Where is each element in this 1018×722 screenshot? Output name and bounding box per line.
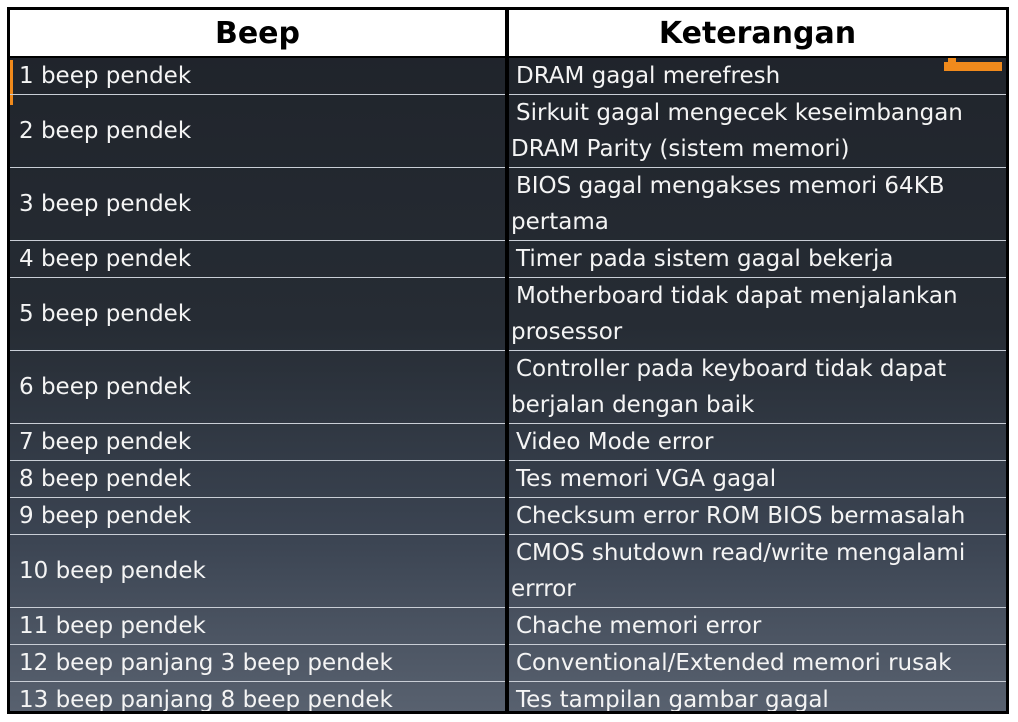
keterangan-line-1: CMOS shutdown read/write mengalami — [516, 540, 966, 566]
beep-pattern-cell: 2 beep pendek — [10, 95, 507, 168]
table-header-row — [10, 10, 1006, 57]
keterangan-line-1: Sirkuit gagal mengecek keseimbangan — [516, 100, 963, 126]
keterangan-cell — [507, 351, 1006, 424]
table-row — [10, 57, 1006, 95]
beep-pattern-cell: 4 beep pendek — [10, 241, 507, 278]
keterangan-cell — [507, 535, 1006, 608]
keterangan-line-1: Controller pada keyboard tidak dapat — [516, 356, 947, 382]
table-row — [10, 278, 1006, 351]
keterangan-line-2: errror — [511, 576, 576, 602]
table-row — [10, 95, 1006, 168]
beep-pattern-cell: 9 beep pendek — [10, 498, 507, 535]
keterangan-line-2: berjalan dengan baik — [511, 392, 755, 418]
beep-pattern-cell: 13 beep panjang 8 beep pendek — [10, 682, 507, 715]
table-row — [10, 168, 1006, 241]
keterangan-line-1: Video Mode error — [516, 429, 714, 455]
table-row — [10, 645, 1006, 682]
keterangan-cell — [507, 241, 1006, 278]
keterangan-line-1: Tes memori VGA gagal — [516, 466, 777, 492]
beep-pattern-cell: 11 beep pendek — [10, 608, 507, 645]
keterangan-line-2: prosessor — [511, 319, 623, 345]
keterangan-cell — [507, 461, 1006, 498]
header-keterangan: Keterangan — [507, 10, 1006, 57]
keterangan-cell — [507, 57, 1006, 95]
beep-pattern-cell: 6 beep pendek — [10, 351, 507, 424]
keterangan-line-1: Conventional/Extended memori rusak — [516, 650, 952, 676]
keterangan-line-2: DRAM Parity (sistem memori) — [511, 136, 850, 162]
keterangan-line-2: pertama — [511, 209, 609, 235]
beep-pattern-cell: 7 beep pendek — [10, 424, 507, 461]
slide-background — [7, 7, 1009, 714]
table-row — [10, 498, 1006, 535]
beep-pattern-cell: 5 beep pendek — [10, 278, 507, 351]
beep-pattern-cell: 1 beep pendek — [10, 57, 507, 95]
keterangan-line-1: BIOS gagal mengakses memori 64KB — [516, 173, 945, 199]
table-body — [10, 57, 1006, 714]
table-row — [10, 461, 1006, 498]
table-row — [10, 351, 1006, 424]
beep-pattern-cell: 12 beep panjang 3 beep pendek — [10, 645, 507, 682]
beep-pattern-cell: 8 beep pendek — [10, 461, 507, 498]
keterangan-line-1: Checksum error ROM BIOS bermasalah — [516, 503, 966, 529]
header-beep: Beep — [10, 10, 507, 57]
keterangan-cell — [507, 682, 1006, 715]
keterangan-cell — [507, 278, 1006, 351]
keterangan-cell — [507, 645, 1006, 682]
keterangan-cell — [507, 424, 1006, 461]
beep-code-table — [10, 10, 1006, 714]
table-row — [10, 608, 1006, 645]
table-row — [10, 682, 1006, 715]
keterangan-cell — [507, 95, 1006, 168]
table-row — [10, 535, 1006, 608]
keterangan-line-1: Timer pada sistem gagal bekerja — [516, 246, 894, 272]
beep-pattern-cell: 3 beep pendek — [10, 168, 507, 241]
keterangan-cell — [507, 608, 1006, 645]
keterangan-cell — [507, 498, 1006, 535]
keterangan-line-1: Motherboard tidak dapat menjalankan — [516, 283, 958, 309]
keterangan-line-1: DRAM gagal merefresh — [516, 63, 781, 89]
table-row — [10, 424, 1006, 461]
keterangan-line-1: Tes tampilan gambar gagal — [516, 687, 829, 713]
table-row — [10, 241, 1006, 278]
beep-pattern-cell: 10 beep pendek — [10, 535, 507, 608]
keterangan-line-1: Chache memori error — [516, 613, 762, 639]
keterangan-cell — [507, 168, 1006, 241]
